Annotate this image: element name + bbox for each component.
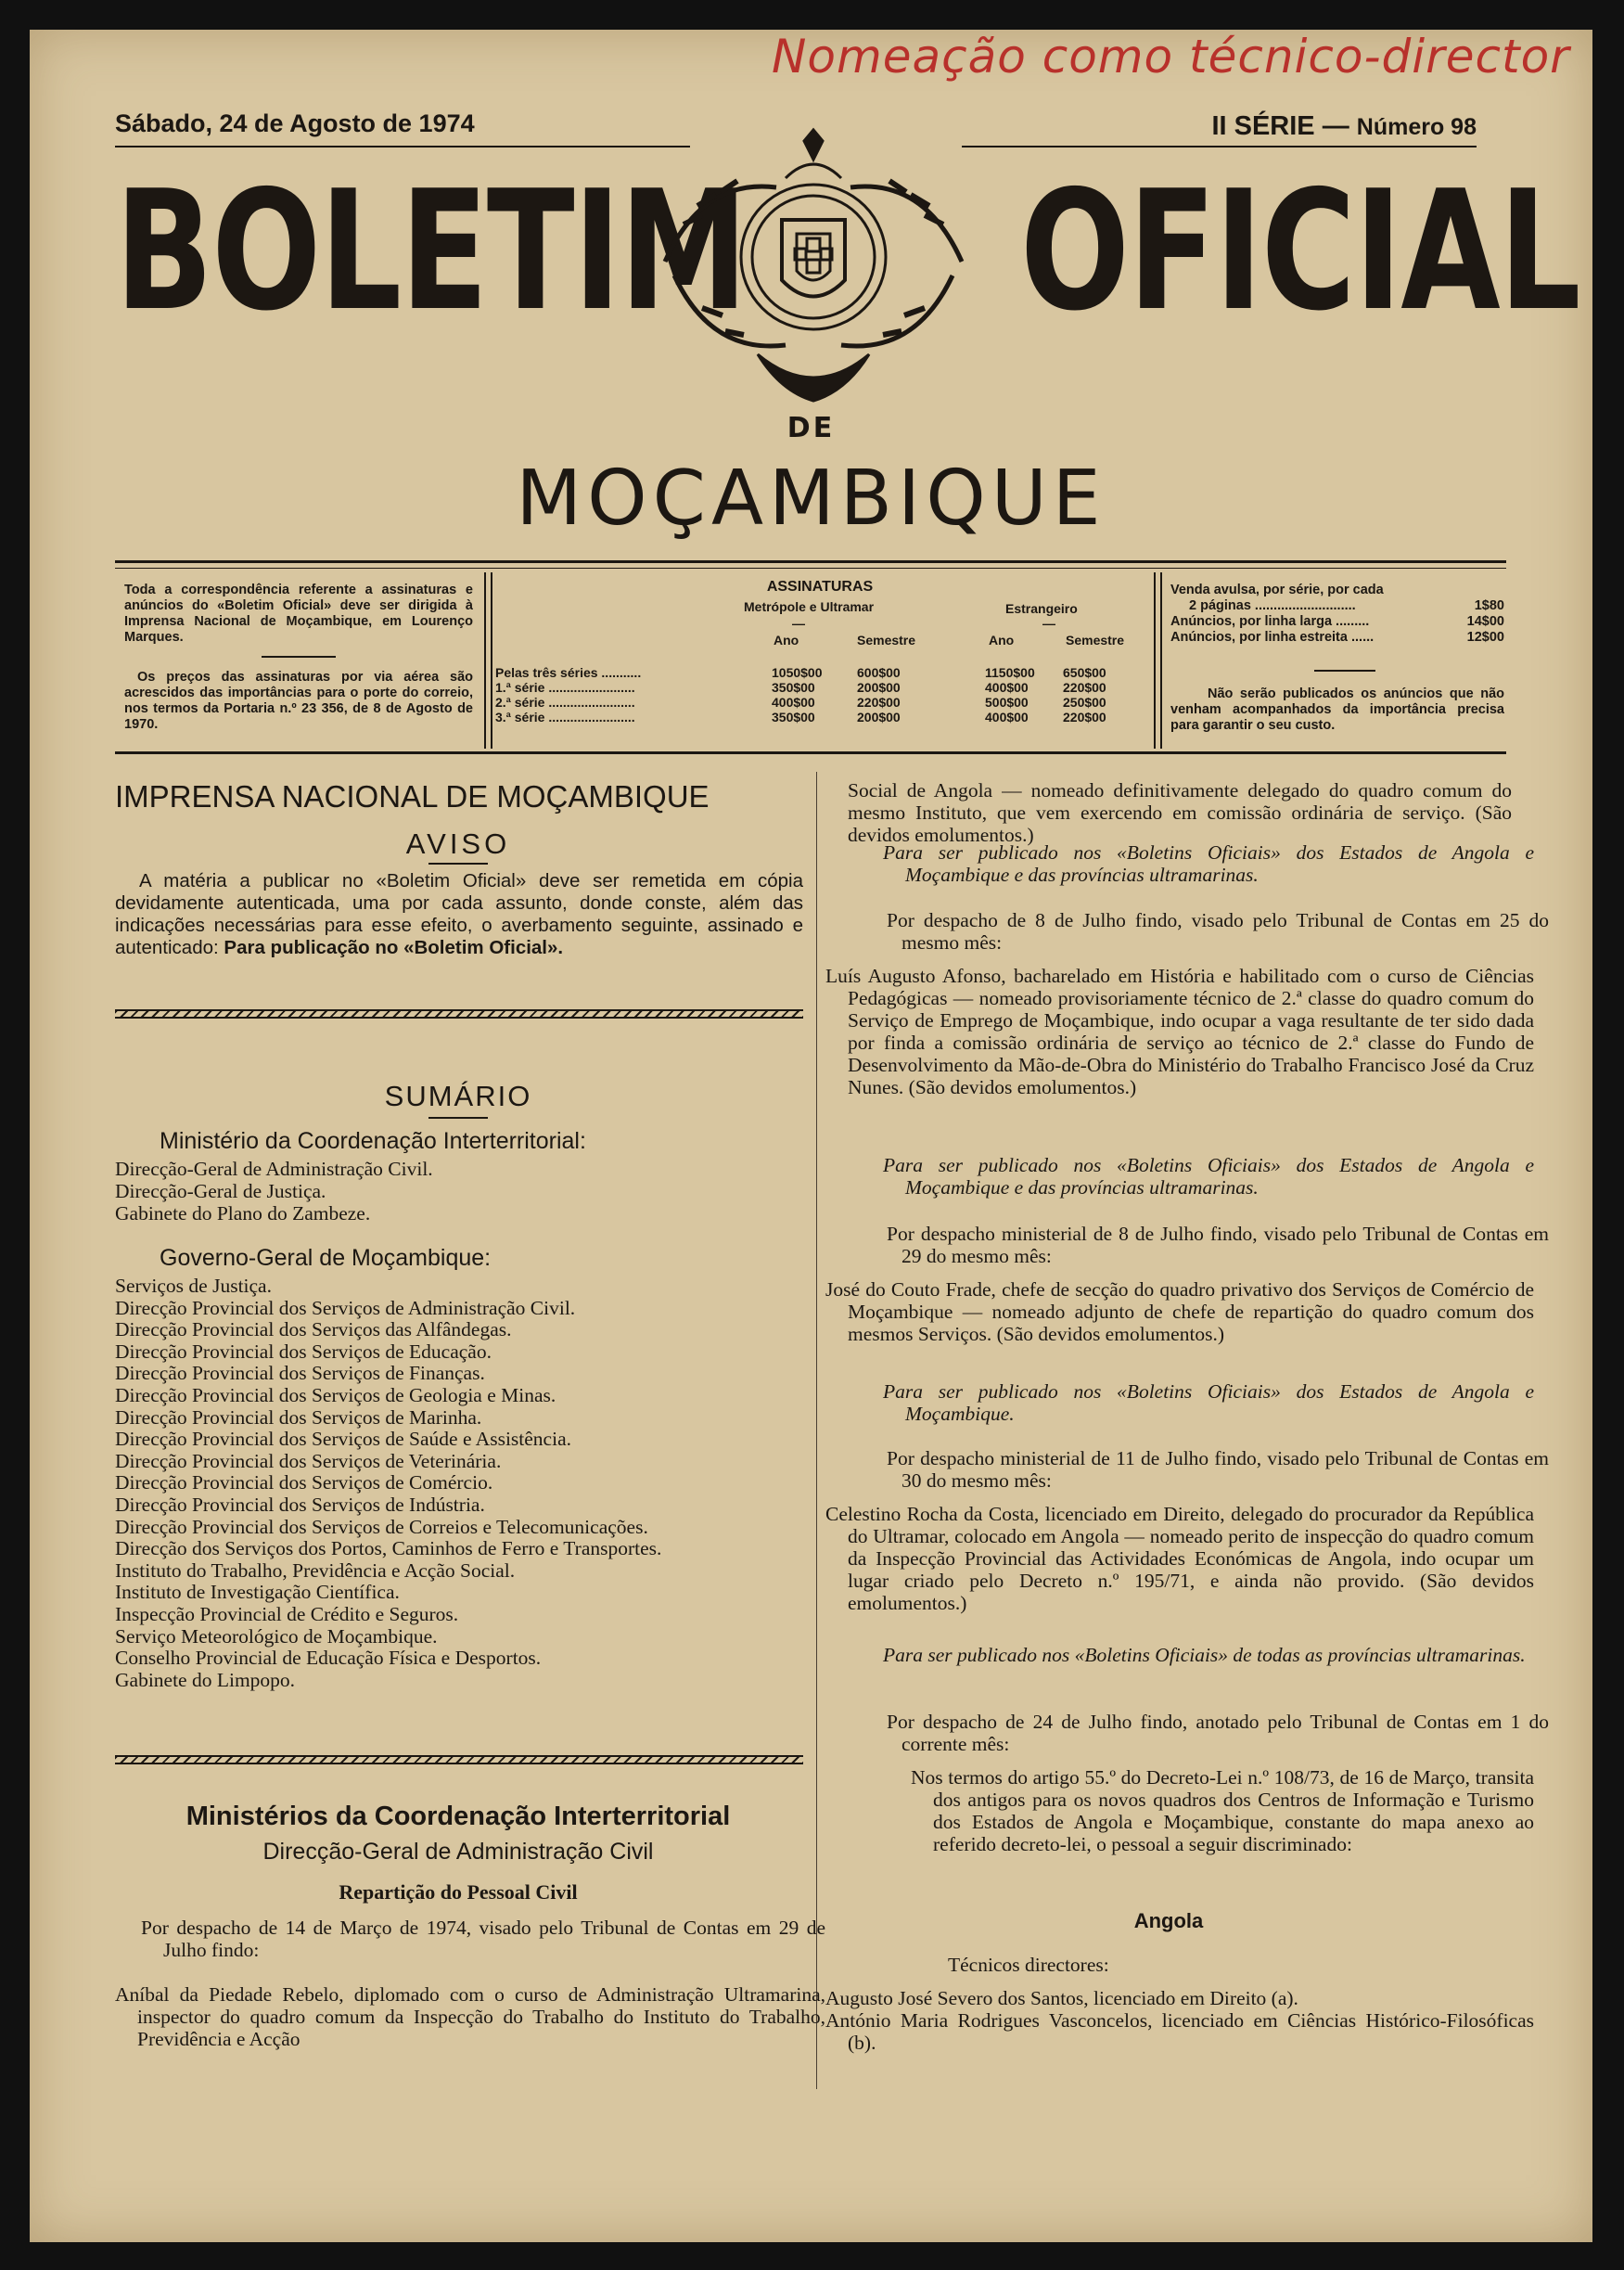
info-divider-2b	[1160, 572, 1162, 749]
sumario-item: Direcção Provincial dos Serviços de Comércio.	[115, 1471, 493, 1494]
price-value-3: 14$00	[1466, 614, 1504, 629]
subscription-label-0: Pelas três séries ...........	[495, 665, 642, 680]
info-left-air-mail: Os preços das assinaturas por via aérea são acrescidos das importâncias para o porte do correio, nos termos da Portaria n.º 23 356, de 8 de Agosto de 1970.	[124, 670, 473, 732]
ministerios-title: Ministérios da Coordenação Interterritorial	[185, 1802, 731, 1831]
tecnicos-heading: Técnicos directores:	[948, 1954, 1109, 1976]
price-value-2: 1$80	[1474, 598, 1504, 613]
sumario-item: Direcção Provincial dos Serviços de Geologia e Minas.	[115, 1383, 556, 1406]
ministerio-list	[115, 1158, 803, 1225]
subscription-s2-3: 220$00	[1063, 710, 1106, 725]
imprensa-heading: IMPRENSA NACIONAL DE MOÇAMBIQUE	[115, 779, 710, 814]
price-label-2: 2 páginas ...........................	[1189, 598, 1356, 613]
sumario-divider	[428, 1117, 488, 1119]
tecnico-2: António Maria Rodrigues Vasconcelos, licenciado em Ciências Histórico-Filosóficas (b).	[825, 2009, 1534, 2054]
right-p3: José do Couto Frade, chefe de secção do quadro privativo dos Serviços de Comércio de Moçambique — nomeado adjunto de chefe de repartição do quadro comum dos mesmos Serviços. (São devidos emolumentos.)	[825, 1278, 1534, 1345]
right-i1: Para ser publicado nos «Boletins Oficiais» dos Estados de Angola e Moçambique e das províncias ultramarinas.	[883, 841, 1534, 886]
reparticao-title: Repartição do Pessoal Civil	[339, 1880, 578, 1904]
column-divider	[816, 772, 817, 2089]
info-band-top-rule-2	[115, 568, 1506, 569]
sumario-item: Instituto do Trabalho, Previdência e Acção Social.	[115, 1558, 516, 1582]
sumario-item: Inspecção Provincial de Crédito e Seguros.	[115, 1602, 459, 1625]
info-right-divider	[1314, 670, 1375, 672]
sumario-item: Conselho Provincial de Educação Física e Desportos.	[115, 1647, 542, 1670]
header-rule-left	[115, 146, 690, 147]
right-p4: Celestino Rocha da Costa, licenciado em Direito, delegado do procurador da República do Ultramar, colocado em Angola — nomeado perito de inspecção do quadro comum da Inspecção Provincial das Actividades Económicas de Angola, indo ocupar um lugar criado pelo Decreto n.º 195/71, e ainda não provido. (São devidos emolumentos.)	[825, 1503, 1534, 1614]
sumario-item: Direcção Provincial dos Serviços de Indústria.	[115, 1493, 485, 1516]
issue-number: Número 98	[1356, 114, 1477, 140]
right-i2: Para ser publicado nos «Boletins Oficiais» dos Estados de Angola e Moçambique e das províncias ultramarinas.	[883, 1154, 1534, 1199]
issue-date: Sábado, 24 de Agosto de 1974	[115, 109, 475, 137]
info-left-divider	[262, 656, 336, 658]
right-d3: Por despacho ministerial de 8 de Julho findo, visado pelo Tribunal de Contas em 29 do mesmo mês:	[887, 1223, 1549, 1267]
sumario-item: Direcção Provincial dos Serviços de Correios e Telecomunicações.	[115, 1515, 648, 1538]
sumario-item: Direcção Provincial dos Serviços de Finanças.	[115, 1362, 485, 1385]
subscription-a1-3: 350$00	[772, 710, 815, 725]
coat-of-arms-icon	[646, 122, 980, 419]
price-line-1: Venda avulsa, por série, por cada	[1170, 583, 1384, 597]
governo-heading: Governo-Geral de Moçambique:	[160, 1245, 492, 1271]
subscription-a2-3: 400$00	[985, 710, 1029, 725]
col-ano-2: Ano	[989, 633, 1015, 648]
tecnico-1: Augusto José Severo dos Santos, licenciado em Direito (a).	[825, 1987, 1298, 2009]
aviso-divider	[428, 863, 488, 865]
right-i3: Para ser publicado nos «Boletins Oficiais» dos Estados de Angola e Moçambique.	[883, 1380, 1534, 1425]
section-divider-1	[115, 1009, 803, 1019]
subscription-label-1: 1.ª série ........................	[495, 680, 635, 695]
right-d4: Por despacho ministerial de 11 de Julho findo, visado pelo Tribunal de Contas em 30 do mesmo mês:	[887, 1447, 1549, 1492]
sumario-item: Gabinete do Plano do Zambeze.	[115, 1202, 371, 1225]
subscription-a1-2: 400$00	[772, 695, 815, 710]
sumario-title: SUMÁRIO	[384, 1080, 532, 1112]
sumario-item: Direcção Provincial dos Serviços de Marinha.	[115, 1405, 482, 1429]
subscription-label-2: 2.ª série ........................	[495, 695, 635, 710]
subscription-a2-2: 500$00	[985, 695, 1029, 710]
subscription-s1-0: 600$00	[857, 665, 901, 680]
col-semestre-2: Semestre	[1066, 633, 1125, 648]
issue-serie	[1211, 111, 1477, 142]
sumario-item: Direcção dos Serviços dos Portos, Caminhos de Ferro e Transportes.	[115, 1537, 662, 1560]
price-label-3: Anúncios, por linha larga .........	[1170, 614, 1370, 629]
masthead-boletim: BOLETIM	[115, 155, 747, 347]
subscription-s2-2: 250$00	[1063, 695, 1106, 710]
subscription-s1-2: 220$00	[857, 695, 901, 710]
ministerio-heading: Ministério da Coordenação Interterritorial:	[160, 1128, 586, 1154]
price-label-4: Anúncios, por linha estreita ......	[1170, 630, 1375, 645]
anibal-paragraph: Aníbal da Piedade Rebelo, diplomado com o curso de Administração Ultramarina, inspector do quadro comum da Inspecção do Trabalho do Instituto do Trabalho, Previdência e Acção	[115, 1983, 825, 2050]
info-divider-1	[484, 572, 486, 749]
right-p2: Luís Augusto Afonso, bacharelado em História e habilitado com o curso de Ciências Pedagógicas — nomeado provisoriamente técnico de 2.ª classe do quadro comum do Serviço de Emprego de Moçambique, indo ocupar a vaga resultante de ter sido dada por finda a comissão ordinária de serviço ao técnico de 2.ª classe do Fundo de Desenvolvimento da Mão-de-Obra do Ministério do Trabalho Francisco José da Cruz Nunes. (São devidos emolumentos.)	[825, 965, 1534, 1098]
info-divider-1b	[491, 572, 492, 749]
masthead-de: DE	[786, 412, 836, 444]
subscriptions-group-metropole: Metrópole e Ultramar	[744, 599, 875, 614]
sumario-item: Instituto de Investigação Científica.	[115, 1581, 400, 1604]
price-value-4: 12$00	[1466, 630, 1504, 645]
section-divider-2	[115, 1755, 803, 1764]
header-rule-right	[962, 146, 1477, 147]
info-left-correspondence: Toda a correspondência referente a assinaturas e anúncios do «Boletim Oficial» deve ser dirigida à Imprensa Nacional de Moçambique, em Lourenço Marques.	[124, 583, 473, 645]
subscriptions-group-estrangeiro: Estrangeiro	[1005, 601, 1078, 616]
sumario-item: Serviço Meteorológico de Moçambique.	[115, 1624, 438, 1648]
subscription-s2-1: 220$00	[1063, 680, 1106, 695]
subscription-a2-0: 1150$00	[985, 665, 1035, 680]
masthead-mocambique: MOÇAMBIQUE	[516, 455, 1106, 543]
sumario-item: Direcção Provincial dos Serviços de Administração Civil.	[115, 1296, 576, 1319]
subscription-s1-1: 200$00	[857, 680, 901, 695]
governo-list	[115, 1276, 803, 1691]
info-divider-2	[1154, 572, 1156, 749]
subscription-a2-1: 400$00	[985, 680, 1029, 695]
masthead-oficial: OFICIAL	[1020, 155, 1580, 347]
sumario-item: Direcção Provincial dos Serviços das Alfândegas.	[115, 1318, 512, 1341]
info-band-top-rule	[115, 560, 1506, 563]
sumario-item: Serviços de Justiça.	[115, 1275, 272, 1297]
info-right-notice: Não serão publicados os anúncios que não venham acompanhados da importância precisa para garantir o seu custo.	[1170, 686, 1504, 733]
info-band-bottom-rule	[115, 751, 1506, 754]
right-p5: Nos termos do artigo 55.º do Decreto-Lei n.º 108/73, de 16 de Março, transita dos antigos para os novos quadros dos Centros de Informação e Turismo dos Estados de Angola e Moçambique, constante do mapa anexo ao referido decreto-lei, o pessoal a seguir discriminado:	[911, 1766, 1534, 1855]
right-p1: Social de Angola — nomeado definitivamente delegado do quadro comum do mesmo Instituto, que vem exercendo em comissão ordinária de serviço. (São devidos emolumentos.)	[848, 779, 1512, 846]
subscriptions-table	[495, 579, 1154, 746]
aviso-bold: Para publicação no «Boletim Oficial».	[224, 937, 564, 958]
despacho-1: Por despacho de 14 de Março de 1974, visado pelo Tribunal de Contas em 29 de Julho findo:	[141, 1917, 825, 1961]
dash-2: —	[1042, 616, 1055, 631]
sumario-item: Direcção-Geral de Justiça.	[115, 1180, 326, 1202]
col-ano-1: Ano	[774, 633, 799, 648]
handwritten-note: Nomeação como técnico-director	[772, 30, 1570, 83]
subscription-a1-0: 1050$00	[772, 665, 823, 680]
aviso-text	[115, 870, 803, 959]
info-right-prices	[1170, 583, 1504, 646]
right-d2: Por despacho de 8 de Julho findo, visado pelo Tribunal de Contas em 25 do mesmo mês:	[887, 909, 1549, 954]
serie-label: II SÉRIE —	[1211, 111, 1349, 141]
aviso-body: A matéria a publicar no «Boletim Oficial» deve ser remetida em cópia devidamente autenticada, uma por cada assunto, donde conste, além das indicações necessárias para esse efeito, o averbamento seguinte, assinado e autenticado:	[115, 870, 803, 958]
sumario-item: Gabinete do Limpopo.	[115, 1668, 296, 1691]
document-page	[30, 30, 1592, 2242]
sumario-item: Direcção Provincial dos Serviços de Veterinária.	[115, 1449, 502, 1472]
sumario-item: Direcção Provincial dos Serviços de Saúde e Assistência.	[115, 1428, 571, 1451]
subscription-s2-0: 650$00	[1063, 665, 1106, 680]
subscription-a1-1: 350$00	[772, 680, 815, 695]
direccao-geral-title: Direcção-Geral de Administração Civil	[262, 1839, 654, 1865]
subscription-s1-3: 200$00	[857, 710, 901, 725]
subscriptions-title: ASSINATURAS	[766, 579, 874, 595]
right-i4: Para ser publicado nos «Boletins Oficiais» de todas as províncias ultramarinas.	[883, 1644, 1526, 1666]
col-semestre-1: Semestre	[857, 633, 916, 648]
subscription-label-3: 3.ª série ........................	[495, 710, 635, 725]
angola-heading: Angola	[1133, 1909, 1204, 1932]
right-d5: Por despacho de 24 de Julho findo, anotado pelo Tribunal de Contas em 1 do corrente mês:	[887, 1711, 1549, 1755]
dash-1: —	[792, 616, 805, 631]
sumario-item: Direcção Provincial dos Serviços de Educação.	[115, 1340, 492, 1363]
sumario-item: Direcção-Geral de Administração Civil.	[115, 1158, 433, 1180]
aviso-title: AVISO	[405, 827, 511, 860]
